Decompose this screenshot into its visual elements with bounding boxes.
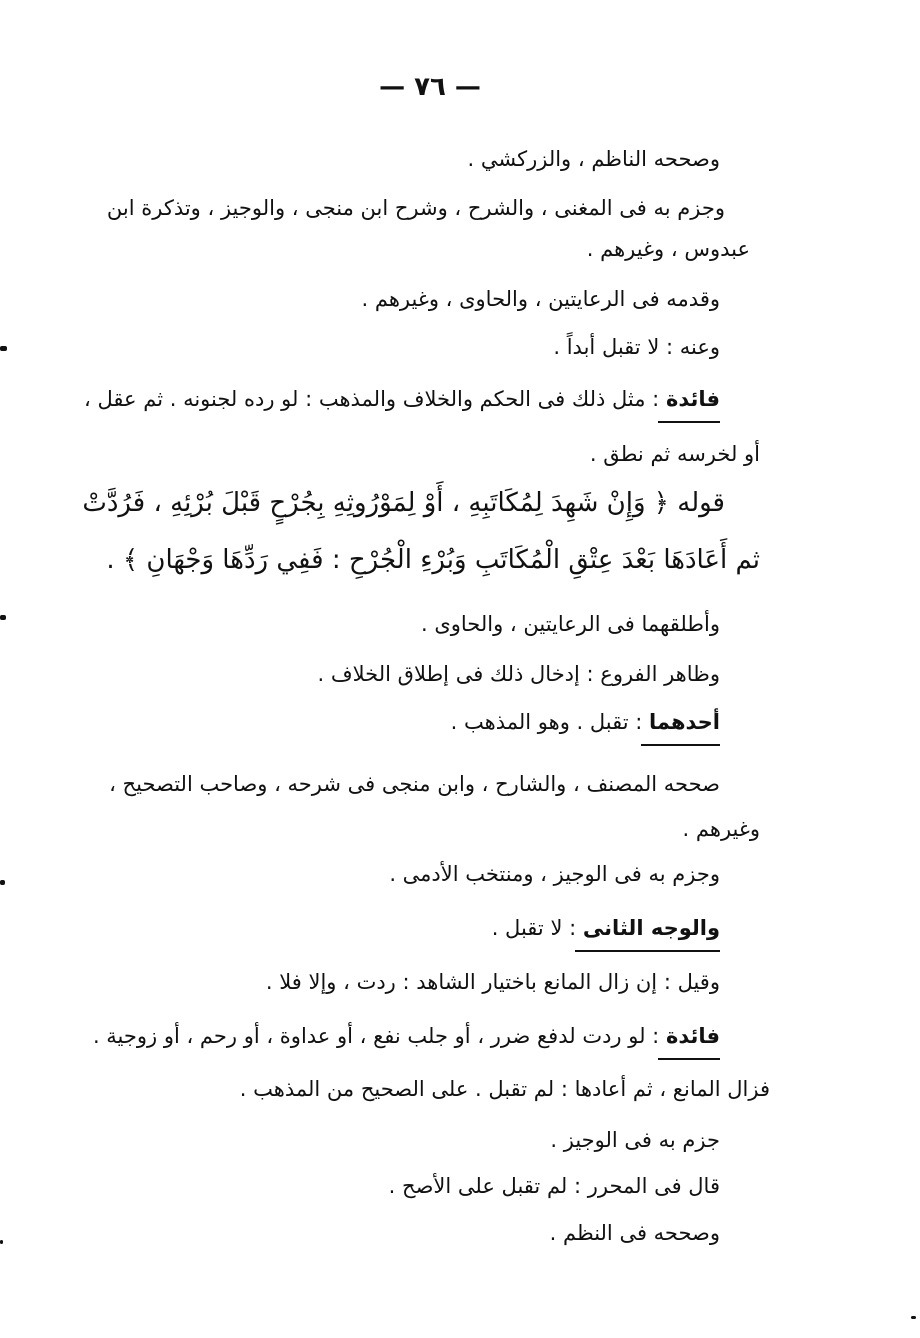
text-line (492, 916, 720, 940)
text-line: وصححه فى النظم . (549, 1221, 720, 1245)
text-line (451, 710, 720, 734)
note-text: : لو ردت لدفع ضرر ، أو جلب نفع ، أو عداوة ، أو رحم ، أو زوجية . (92, 1024, 666, 1048)
first-opinion-label: أحدهما (649, 710, 720, 734)
text-line: وجزم به فى المغنى ، والشرح ، وشرح ابن منجى ، والوجيز ، وتذكرة ابن (106, 196, 725, 220)
text-line: أو لخرسه ثم نطق . (589, 442, 760, 466)
text-line: وظاهر الفروع : إدخال ذلك فى إطلاق الخلاف . (317, 662, 720, 686)
note-label: فائدة (665, 1024, 720, 1048)
margin-mark (911, 1316, 916, 1319)
text-line: وغيرهم . (682, 817, 760, 841)
text-line: وصححه الناظم ، والزركشي . (467, 147, 720, 171)
text-line: وعنه : لا تقبل أبداً . (553, 335, 720, 359)
text-line: وقدمه فى الرعايتين ، والحاوى ، وغيرهم . (361, 287, 720, 311)
first-opinion-text: : تقبل . وهو المذهب . (450, 710, 649, 734)
margin-mark (0, 880, 5, 885)
text-line (84, 387, 720, 411)
text-line: وقيل : إن زال المانع باختيار الشاهد : ردت ، وإلا فلا . (265, 970, 720, 994)
quoted-text-line: ثم أَعَادَهَا بَعْدَ عِتْقِ الْمُكَاتَبِ وَبُرْءِ الْجُرْحِ : فَفِي رَدِّهَا وَجْهَانِ ﴾ . (106, 545, 760, 575)
text-line: وجزم به فى الوجيز ، ومنتخب الأدمى . (389, 862, 720, 886)
second-opinion-label: والوجه الثانى (582, 916, 720, 940)
quoted-text-line: قوله ﴿ وَإِنْ شَهِدَ لِمُكَاتَبِهِ ، أَوْ لِمَوْرُوثِهِ بِجُرْحٍ قَبْلَ بُرْئِهِ ، فَرُدَّتْ (82, 488, 725, 518)
margin-mark (0, 615, 6, 620)
text-line: صححه المصنف ، والشارح ، وابن منجى فى شرحه ، وصاحب التصحيح ، (109, 772, 720, 796)
page-number: — ٧٦ — (379, 72, 481, 102)
note-text: : مثل ذلك فى الحكم والخلاف والمذهب : لو رده لجنونه . ثم عقل ، (84, 387, 666, 411)
second-opinion-text: : لا تقبل . (491, 916, 583, 940)
text-line: وأطلقهما فى الرعايتين ، والحاوى . (420, 612, 720, 636)
text-line (93, 1024, 720, 1048)
text-line: قال فى المحرر : لم تقبل على الأصح . (388, 1174, 720, 1198)
margin-mark (0, 1240, 3, 1244)
note-label: فائدة (665, 387, 720, 411)
margin-mark (0, 346, 7, 351)
text-line: عبدوس ، وغيرهم . (586, 237, 750, 261)
text-line: فزال المانع ، ثم أعادها : لم تقبل . على الصحيح من المذهب . (239, 1077, 770, 1101)
text-line: جزم به فى الوجيز . (550, 1128, 720, 1152)
